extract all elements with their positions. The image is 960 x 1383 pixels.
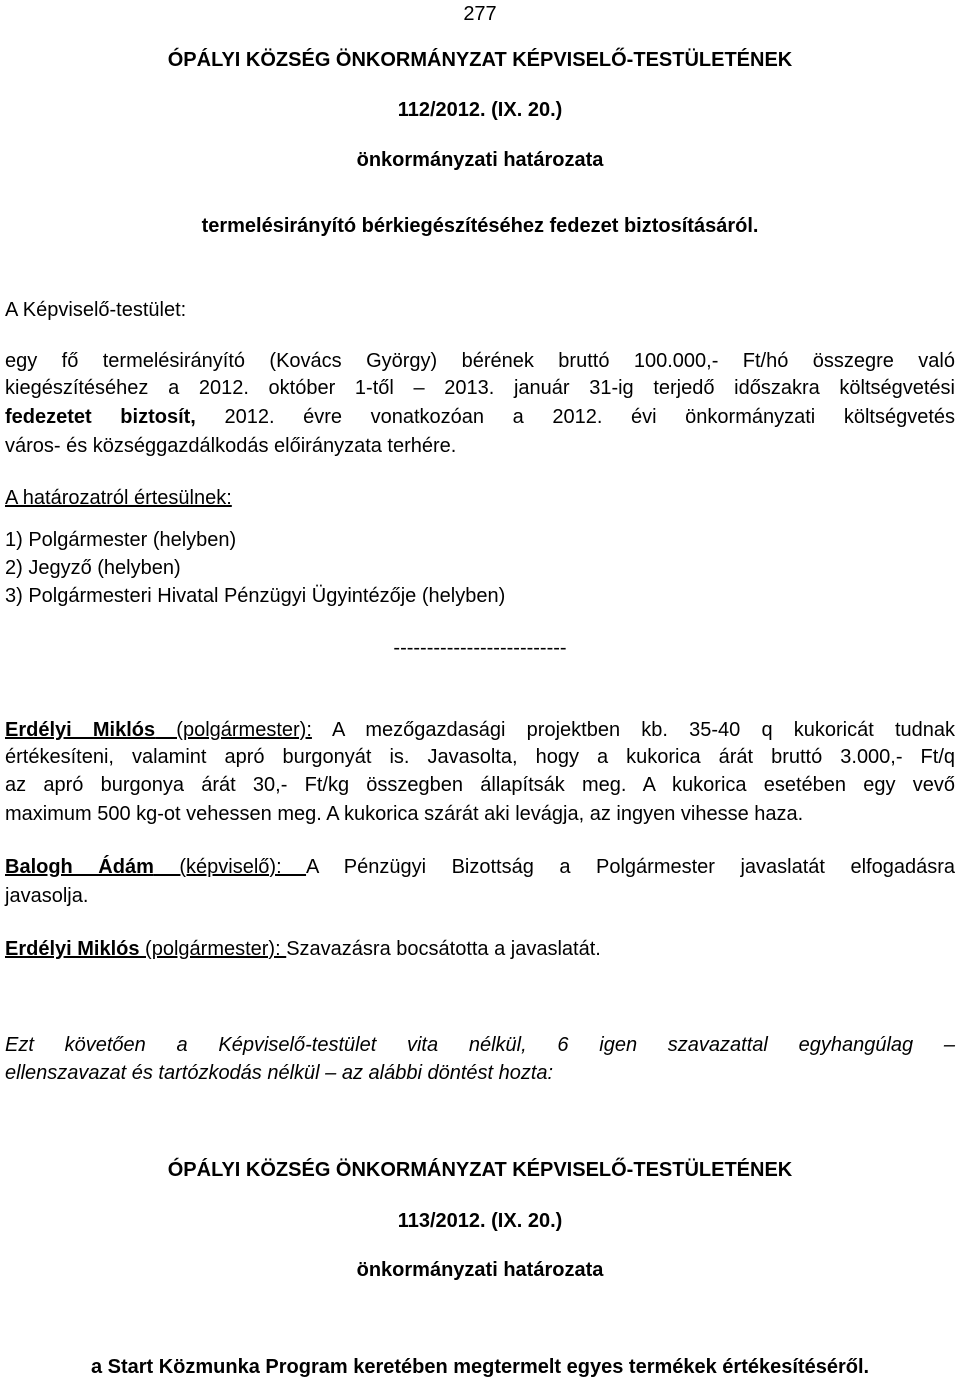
recipient-item: 3) Polgármesteri Hivatal Pénzügyi Ügyintézője (helyben) — [5, 585, 506, 607]
speaker-line — [5, 716, 955, 744]
speaker-name: Erdélyi Miklós — [5, 719, 156, 741]
body-bold-phrase: fedezetet biztosít, — [5, 406, 196, 428]
vote-line: Ezt követően a Képviselő-testület vita nélkül, 6 igen szavazattal egyhangúlag – — [5, 1034, 955, 1056]
body-line: város- és községgazdálkodás előirányzata terhére. — [5, 435, 457, 457]
speaker-name: Erdélyi Miklós — [5, 938, 140, 960]
speaker-role: (polgármester): — [139, 938, 287, 960]
speaker-line — [5, 853, 955, 881]
speaker-name: Balogh Ádám — [5, 856, 154, 878]
separator: -------------------------- — [393, 637, 567, 659]
resolution-type: önkormányzati határozata — [356, 1259, 604, 1281]
resolution-type: önkormányzati határozata — [356, 149, 604, 171]
resolution-header: ÓPÁLYI KÖZSÉG ÖNKORMÁNYZAT KÉPVISELŐ-TESTÜLETÉNEK — [167, 1159, 793, 1181]
recipient-item: 1) Polgármester (helyben) — [5, 529, 237, 551]
speech-line: értékesíteni, valamint apró burgonyát is. Javasolta, hogy a kukorica árát bruttó 3.000,- Ft/q — [5, 746, 955, 768]
body-line: egy fő termelésirányító (Kovács György) bérének bruttó 100.000,- Ft/hó összegre való — [5, 350, 955, 372]
speech-line: maximum 500 kg-ot vehessen meg. A kukorica szárát aki levágja, az ingyen vihesse haza. — [5, 803, 804, 825]
speech-line: javasolja. — [5, 885, 89, 907]
resolution-number: 113/2012. (IX. 20.) — [397, 1210, 563, 1232]
resolution-header: ÓPÁLYI KÖZSÉG ÖNKORMÁNYZAT KÉPVISELŐ-TESTÜLETÉNEK — [167, 49, 793, 71]
speech-text: A mezőgazdasági projektben kb. 35-40 q kukoricát tudnak — [311, 719, 955, 741]
resolution-subject: termelésirányító bérkiegészítéséhez fedezet biztosításáról. — [201, 215, 759, 237]
body-line-rest: 2012. évre vonatkozóan a 2012. évi önkormányzati költségvetés — [195, 406, 955, 428]
resolution-number: 112/2012. (IX. 20.) — [397, 99, 563, 121]
speech-text: A Pénzügyi Bizottság a Polgármester javaslatát elfogadásra — [306, 856, 955, 878]
body-intro: A Képviselő-testület: — [5, 299, 187, 321]
body-line: kiegészítéséhez a 2012. október 1-től – 2013. január 31-ig terjedő időszakra költségvetési — [5, 377, 955, 399]
speech-text: Szavazásra bocsátotta a javaslatát. — [286, 938, 601, 960]
speech-line: az apró burgonya árát 30,- Ft/kg összegben állapítsák meg. A kukorica esetében egy vevő — [5, 774, 955, 796]
page-number: 277 — [463, 3, 497, 25]
body-line — [5, 403, 955, 431]
vote-line: ellenszavazat és tartózkodás nélkül – az alábbi döntést hozta: — [5, 1062, 554, 1084]
speaker-role: (képviselő): — [153, 856, 307, 878]
recipient-item: 2) Jegyző (helyben) — [5, 557, 181, 579]
speaker-role: (polgármester): — [155, 719, 312, 741]
notify-label: A határozatról értesülnek: — [5, 487, 232, 509]
speaker-line — [5, 935, 601, 963]
resolution-subject: a Start Közmunka Program keretében megtermelt egyes termékek értékesítéséről. — [90, 1356, 870, 1378]
